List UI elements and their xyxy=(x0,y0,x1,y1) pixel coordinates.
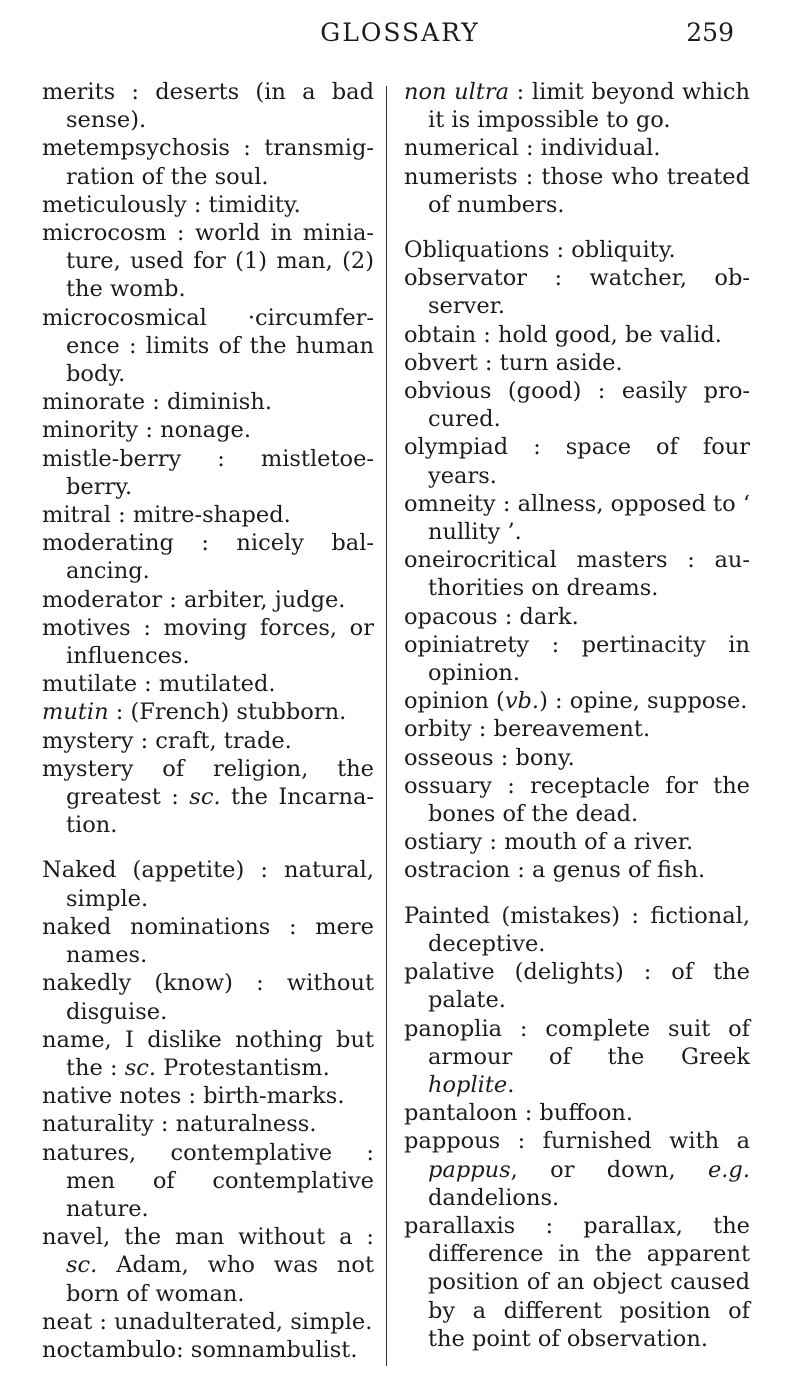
glossary-entry xyxy=(42,1110,374,1138)
entry-text: sc. xyxy=(189,784,221,811)
entry-text: oneirocritical masters : authorities on dreams. xyxy=(404,547,750,602)
entry-text: hoplite xyxy=(428,1071,508,1098)
entry-text: motives : moving forces, or influences. xyxy=(42,614,374,670)
entry-text: sc. xyxy=(124,1054,157,1081)
entry-text: naked nominations : mere names. xyxy=(42,913,374,969)
entry-text: native notes : birth-marks. xyxy=(42,1083,345,1110)
glossary-entry xyxy=(42,969,374,1025)
glossary-entry xyxy=(404,546,750,602)
glossary-entry xyxy=(42,304,374,389)
glossary-entry xyxy=(42,388,374,416)
entry-text: non ultra xyxy=(404,79,510,105)
glossary-entry xyxy=(404,715,750,743)
entry-text: numerists : those who treated of numbers. xyxy=(404,163,750,218)
glossary-entry xyxy=(42,416,374,444)
glossary-entry xyxy=(404,772,750,828)
entry-text: mutilate : mutilated. xyxy=(42,671,276,698)
glossary-entry xyxy=(42,727,374,755)
glossary-entry xyxy=(404,687,750,715)
glossary-entry xyxy=(42,698,374,726)
entry-text: Obliquations : obliquity. xyxy=(404,237,676,264)
glossary-entry xyxy=(42,1082,374,1110)
entry-text: Adam, who was not born of woman. xyxy=(66,1252,374,1307)
glossary-entry xyxy=(404,828,750,856)
glossary-entry xyxy=(42,191,374,219)
glossary-entry xyxy=(404,321,750,349)
entry-text: ) : opine, suppose. xyxy=(539,688,748,715)
entry-text: ostracion : a genus of fish. xyxy=(404,857,706,884)
entry-text: obvert : turn aside. xyxy=(404,349,623,376)
glossary-entry xyxy=(42,445,374,501)
entry-text: microcosmical ·circumference : limits of the human body. xyxy=(42,304,374,388)
glossary-entry xyxy=(42,501,374,529)
glossary-entry xyxy=(404,377,750,433)
entry-text: Naked (appetite) : natural, simple. xyxy=(42,857,374,912)
glossary-entry xyxy=(404,902,750,958)
entry-text: opinion ( xyxy=(404,688,505,715)
glossary-entry xyxy=(404,1212,750,1353)
entry-text: pappous : furnished with a xyxy=(404,1128,750,1155)
glossary-entry xyxy=(42,670,374,698)
entry-text: obtain : hold good, be valid. xyxy=(404,321,722,348)
entry-text: mistle-berry : mistletoe-berry. xyxy=(42,445,374,500)
page-number: 259 xyxy=(686,18,734,47)
entry-text: name, I dislike nothing but the : xyxy=(42,1026,374,1081)
entry-text: pappus xyxy=(428,1156,511,1183)
section-gap xyxy=(404,219,750,236)
glossary-entry xyxy=(404,1127,750,1212)
entry-text: palative (delights) : of the palate. xyxy=(404,959,750,1014)
entry-text: mystery : craft, trade. xyxy=(42,727,292,754)
entry-text: microcosm : world in miniature, used for (1) man, (2) the womb. xyxy=(42,220,374,303)
entry-text: neat : unadulterated, simple. xyxy=(42,1308,373,1335)
glossary-entry xyxy=(404,490,750,546)
glossary-left-column xyxy=(42,78,374,1364)
entry-text: observator : watcher, observer. xyxy=(404,265,750,320)
entry-text: the Incarnation. xyxy=(66,784,374,839)
glossary-entry xyxy=(404,78,750,134)
column-divider xyxy=(386,86,387,1366)
glossary-entry xyxy=(404,1015,750,1100)
glossary-entry xyxy=(42,586,374,614)
entry-text: , or down, xyxy=(510,1156,708,1183)
glossary-entry xyxy=(404,631,750,687)
glossary-entry xyxy=(42,913,374,969)
glossary-entry xyxy=(42,1336,374,1364)
entry-text: ostiary : mouth of a river. xyxy=(404,829,694,856)
entry-text: numerical : individual. xyxy=(404,135,661,162)
glossary-entry xyxy=(42,1026,374,1082)
entry-text: noctambulo: somnambulist. xyxy=(42,1336,358,1363)
entry-text: omneity : allness, opposed to ‘ nullity ’. xyxy=(404,490,750,546)
entry-text: e.g. xyxy=(707,1156,750,1183)
glossary-entry xyxy=(42,614,374,670)
entry-text: pantaloon : buffoon. xyxy=(404,1100,634,1127)
glossary-entry xyxy=(404,264,750,320)
glossary-entry xyxy=(404,958,750,1014)
glossary-entry xyxy=(404,744,750,772)
entry-text: metempsychosis : transmigration of the soul. xyxy=(42,135,374,190)
running-head xyxy=(0,16,800,56)
entry-text: olympiad : space of four years. xyxy=(404,434,750,489)
glossary-entry xyxy=(404,603,750,631)
glossary-entry xyxy=(42,529,374,585)
glossary-entry xyxy=(42,755,374,840)
entry-text: opiniatrety : pertinacity in opinion. xyxy=(404,631,750,687)
glossary-entry xyxy=(404,134,750,162)
entry-text: . xyxy=(507,1071,515,1098)
entry-text: dandelions. xyxy=(428,1184,560,1211)
entry-text: vb. xyxy=(504,688,540,715)
entry-text: mutin xyxy=(42,699,109,726)
glossary-entry xyxy=(404,236,750,264)
entry-text: navel, the man without a : xyxy=(42,1224,374,1251)
entry-text: : (French) stubborn. xyxy=(108,699,347,726)
section-gap xyxy=(404,885,750,902)
entry-text: orbity : bereavement. xyxy=(404,716,651,743)
entry-text: opacous : dark. xyxy=(404,603,579,630)
entry-text: obvious (good) : easily procured. xyxy=(404,378,750,433)
entry-text: nakedly (know) : without disguise. xyxy=(42,970,374,1025)
entry-text: natures, contemplative : men of contemplative nature. xyxy=(42,1139,374,1222)
entry-text: panoplia : complete suit of armour of the Greek xyxy=(404,1015,750,1070)
glossary-entry xyxy=(42,856,374,912)
section-gap xyxy=(42,839,374,856)
entry-text: moderating : nicely balancing. xyxy=(42,530,374,585)
glossary-entry xyxy=(404,433,750,489)
glossary-entry xyxy=(42,219,374,304)
glossary-entry xyxy=(404,1099,750,1127)
entry-text: moderator : arbiter, judge. xyxy=(42,586,346,613)
entry-text: mystery of religion, the greatest : xyxy=(42,755,374,811)
glossary-entry xyxy=(42,134,374,190)
entry-text: meticulously : timidity. xyxy=(42,191,301,218)
entry-text: naturality : naturalness. xyxy=(42,1111,317,1138)
glossary-right-column xyxy=(404,78,750,1353)
entry-text: ossuary : receptacle for the bones of the dead. xyxy=(404,772,750,828)
entry-text: Protestantism. xyxy=(156,1054,330,1081)
glossary-entry xyxy=(404,856,750,884)
entry-text: sc. xyxy=(66,1252,98,1279)
entry-text: osseous : bony. xyxy=(404,744,575,771)
page-title: GLOSSARY xyxy=(320,18,480,47)
entry-text: parallaxis : parallax, the difference in the apparent position of an object caused by a different position of the point of observation. xyxy=(404,1212,750,1352)
entry-text: Painted (mistakes) : fictional, deceptive. xyxy=(404,902,750,957)
entry-text: minority : nonage. xyxy=(42,417,251,444)
glossary-entry xyxy=(42,1308,374,1336)
entry-text: merits : deserts (in a bad sense). xyxy=(42,79,374,134)
glossary-entry xyxy=(42,1139,374,1224)
glossary-entry xyxy=(42,78,374,134)
glossary-entry xyxy=(404,163,750,219)
entry-text: : limit beyond which it is impossible to go. xyxy=(428,79,750,134)
glossary-entry xyxy=(404,349,750,377)
glossary-entry xyxy=(42,1223,374,1308)
entry-text: minorate : diminish. xyxy=(42,389,272,416)
entry-text: mitral : mitre-shaped. xyxy=(42,502,291,529)
